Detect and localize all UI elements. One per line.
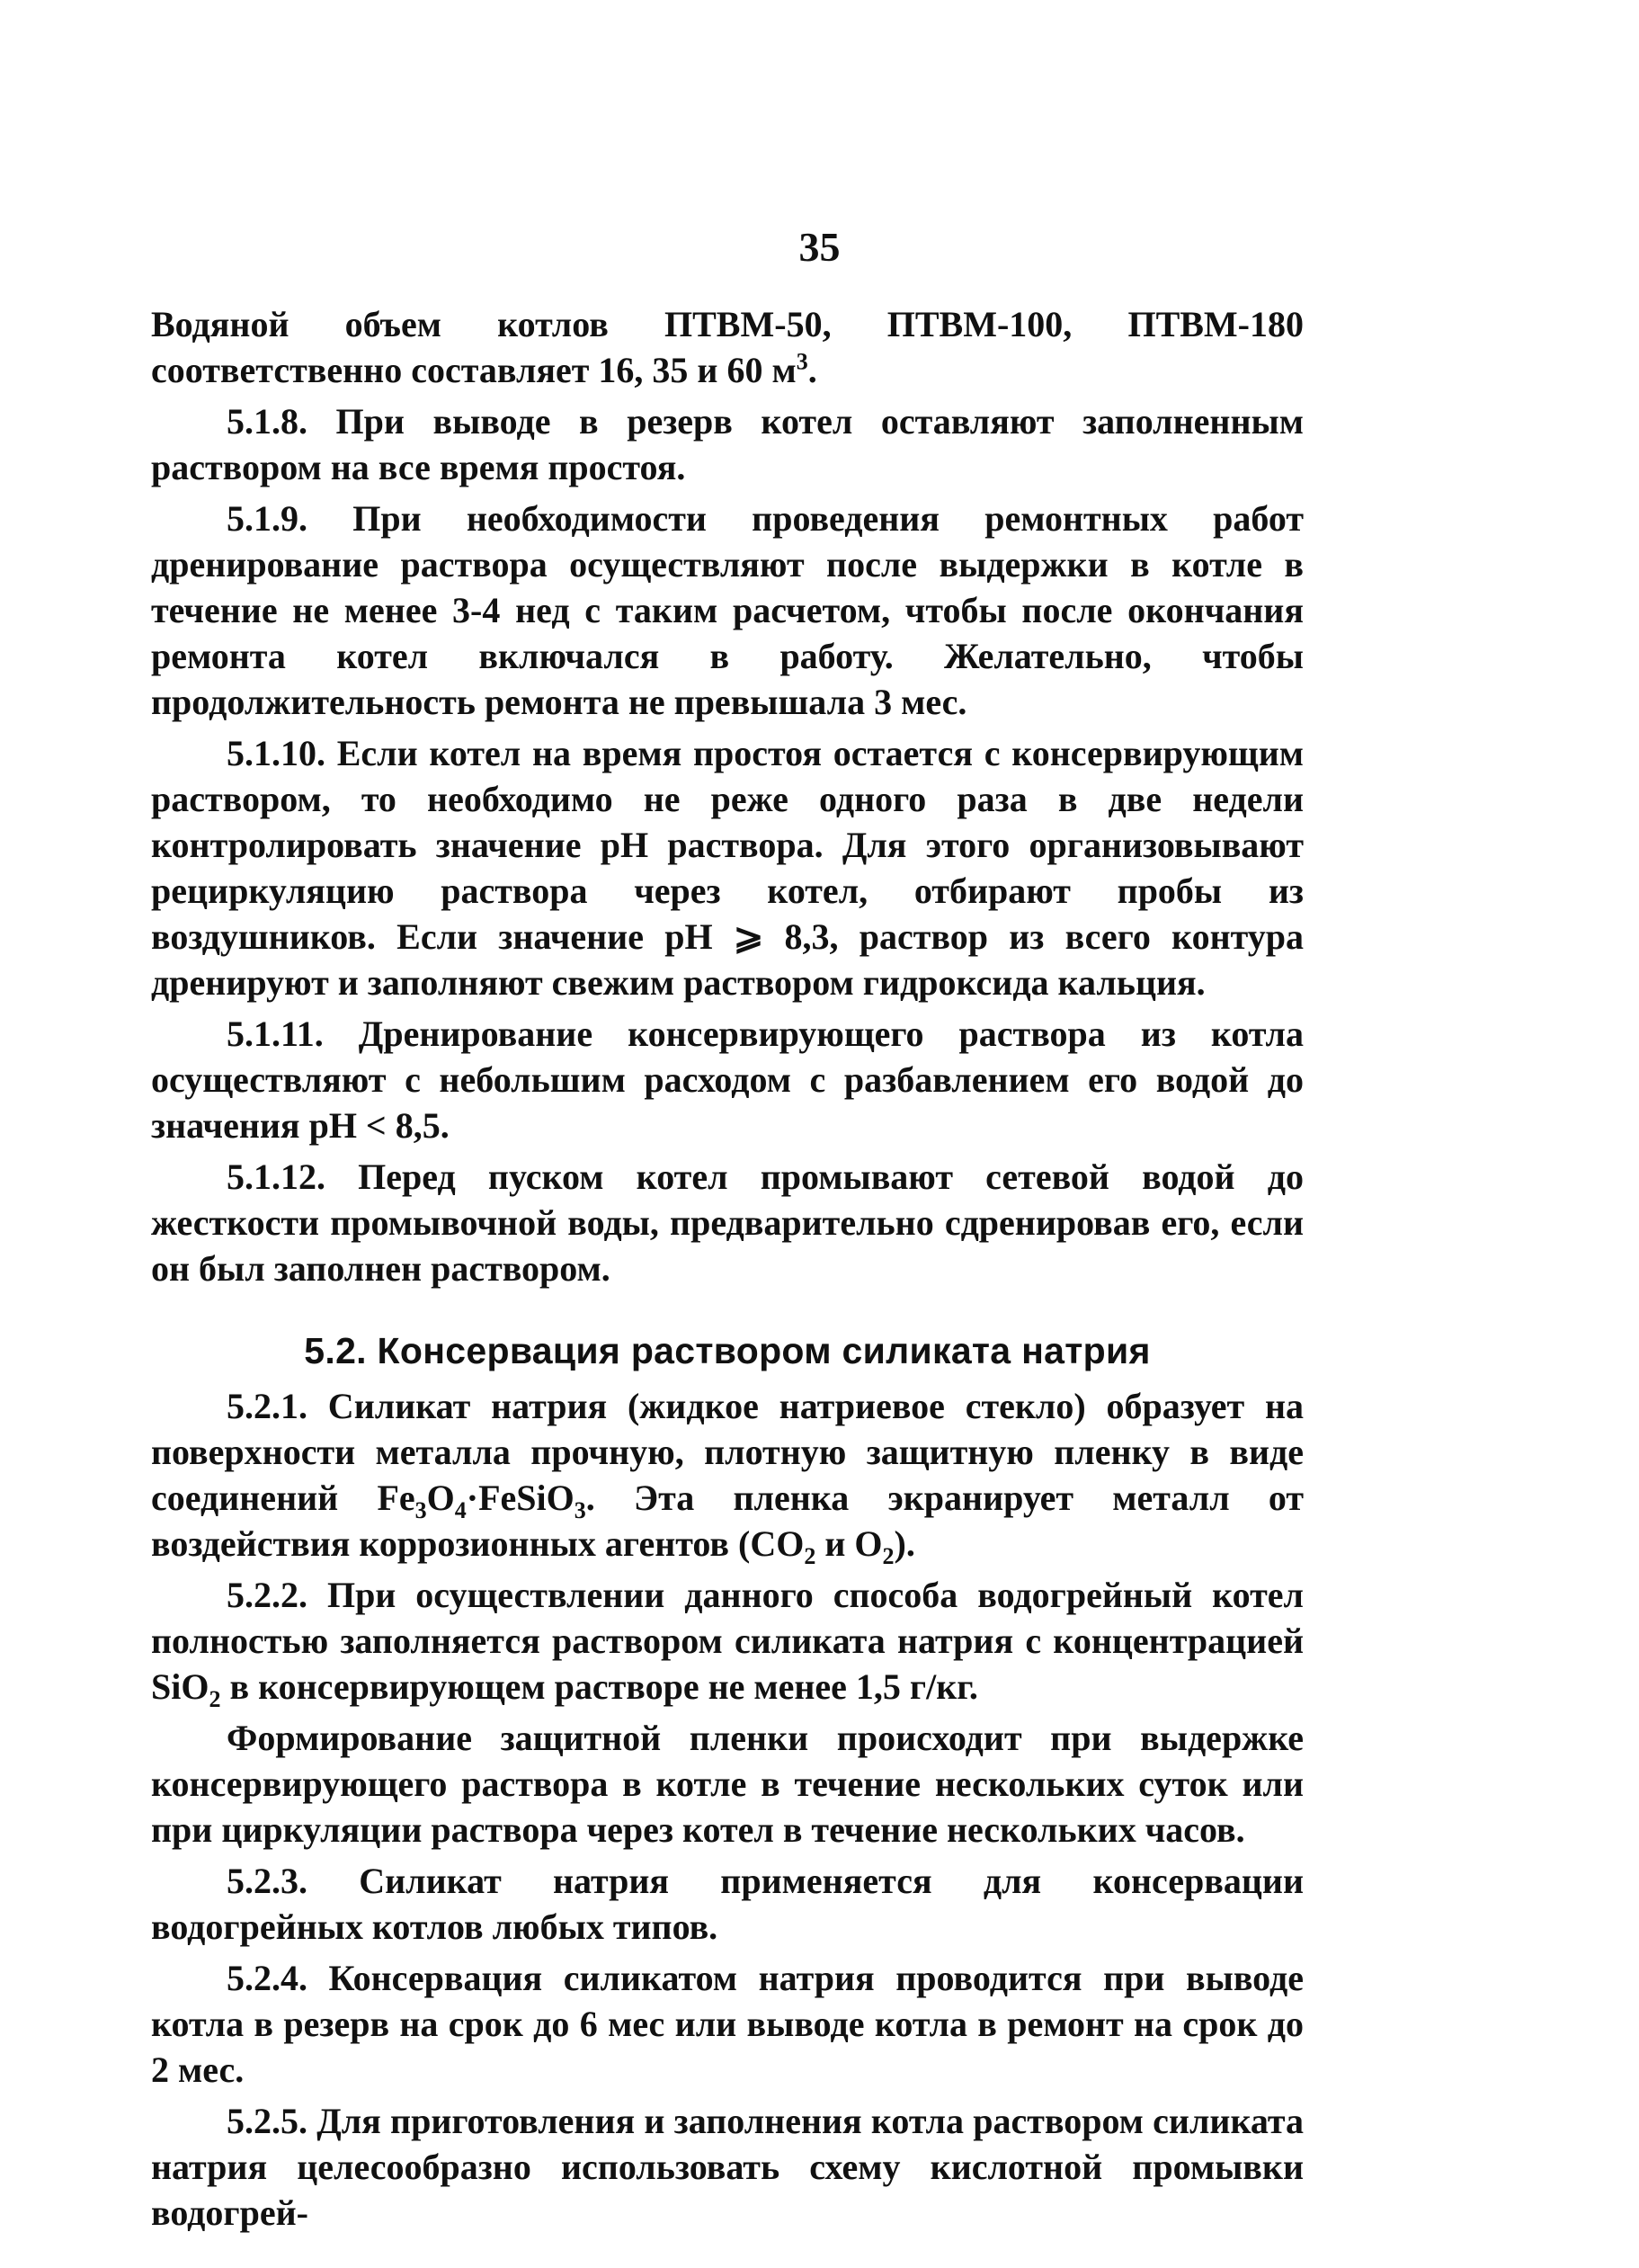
paragraph-film-formation: Формирование защитной пленки происходит при выдержке консервирующего раствора в котле в течение нескольких суток или при циркуляции раствора через котел в течение нескольких часов. [151,1718,1304,1850]
paragraph-5-2-1: 5.2.1. Силикат натрия (жидкое натриевое стекло) образует на поверхности металла прочную, плотную защитную пленку в виде соединений $Fe_3O_4\cdot FeSiO_3$. Эта пленка экранирует металл от воздействия коррозионных агентов ($CO_2$ и $O_2$). [151,1386,1305,1569]
page-number: 35 [798,224,841,270]
paragraph-5-2-2: 5.2.2. При осуществлении данного способа водогрейный котел полностью заполняется раствором силиката натрия с концентрацией SiO$_2$ в консервирующем растворе не менее 1,5 г/кг. [151,1575,1304,1712]
paragraph-5-1-8: 5.1.8. При выводе в резерв котел оставляют заполненным раствором на все время простоя. [151,401,1304,487]
paragraph-5-2-4: 5.2.4. Консервация силикатом натрия проводится при выводе котла в резерв на срок до 6 мес или выводе котла в ремонт на срок до 2 мес. [151,1958,1304,2090]
paragraph-5-2-3: 5.2.3. Силикат натрия применяется для консервации водогрейных котлов любых типов. [151,1861,1304,1947]
paragraph-5-1-11: 5.1.11. Дренирование консервирующего раствора из котла осуществляют с небольшим расходом с разбавлением его водой до значения pH < 8,5. [151,1013,1304,1146]
paragraph-5-2-5: 5.2.5. Для приготовления и заполнения котла раствором силиката натрия целесообразно использовать схему кислотной промывки водогрей- [151,2101,1304,2233]
paragraph-5-1-12: 5.1.12. Перед пуском котел промывают сетевой водой до жесткости промывочной воды, предварительно сдренировав его, если он был заполнен раствором. [151,1156,1304,1289]
paragraph-boiler-volume: Водяной объем котлов ПТВМ-50, ПТВМ-100, ПТВМ-180 соответственно составляет 16, 35 и 60 $м^3$. [151,304,1304,390]
paragraph-5-1-10: 5.1.10. Если котел на время простоя остается с консервирующим раствором, то необходимо не реже одного раза в две недели контролировать значение pH раствора. Для этого организовывают рециркуляцию раствора через котел, отбирают пробы из воздушников. Если значение pH ⩾ 8,3, раствор из всего контура дренируют и заполняют свежим раствором гидроксида кальция. [151,733,1304,1003]
paragraph-5-1-9: 5.1.9. При необходимости проведения ремонтных работ дренирование раствора осуществляют после выдержки в котле в течение не менее 3-4 нед с таким расчетом, чтобы после окончания ремонта котел включался в работу. Желательно, чтобы продолжительность ремонта не превышала 3 мес. [151,498,1304,722]
document-body [151,301,1304,2236]
section-title: 5.2. Консервация раствором силиката натрия [304,1330,1151,1371]
